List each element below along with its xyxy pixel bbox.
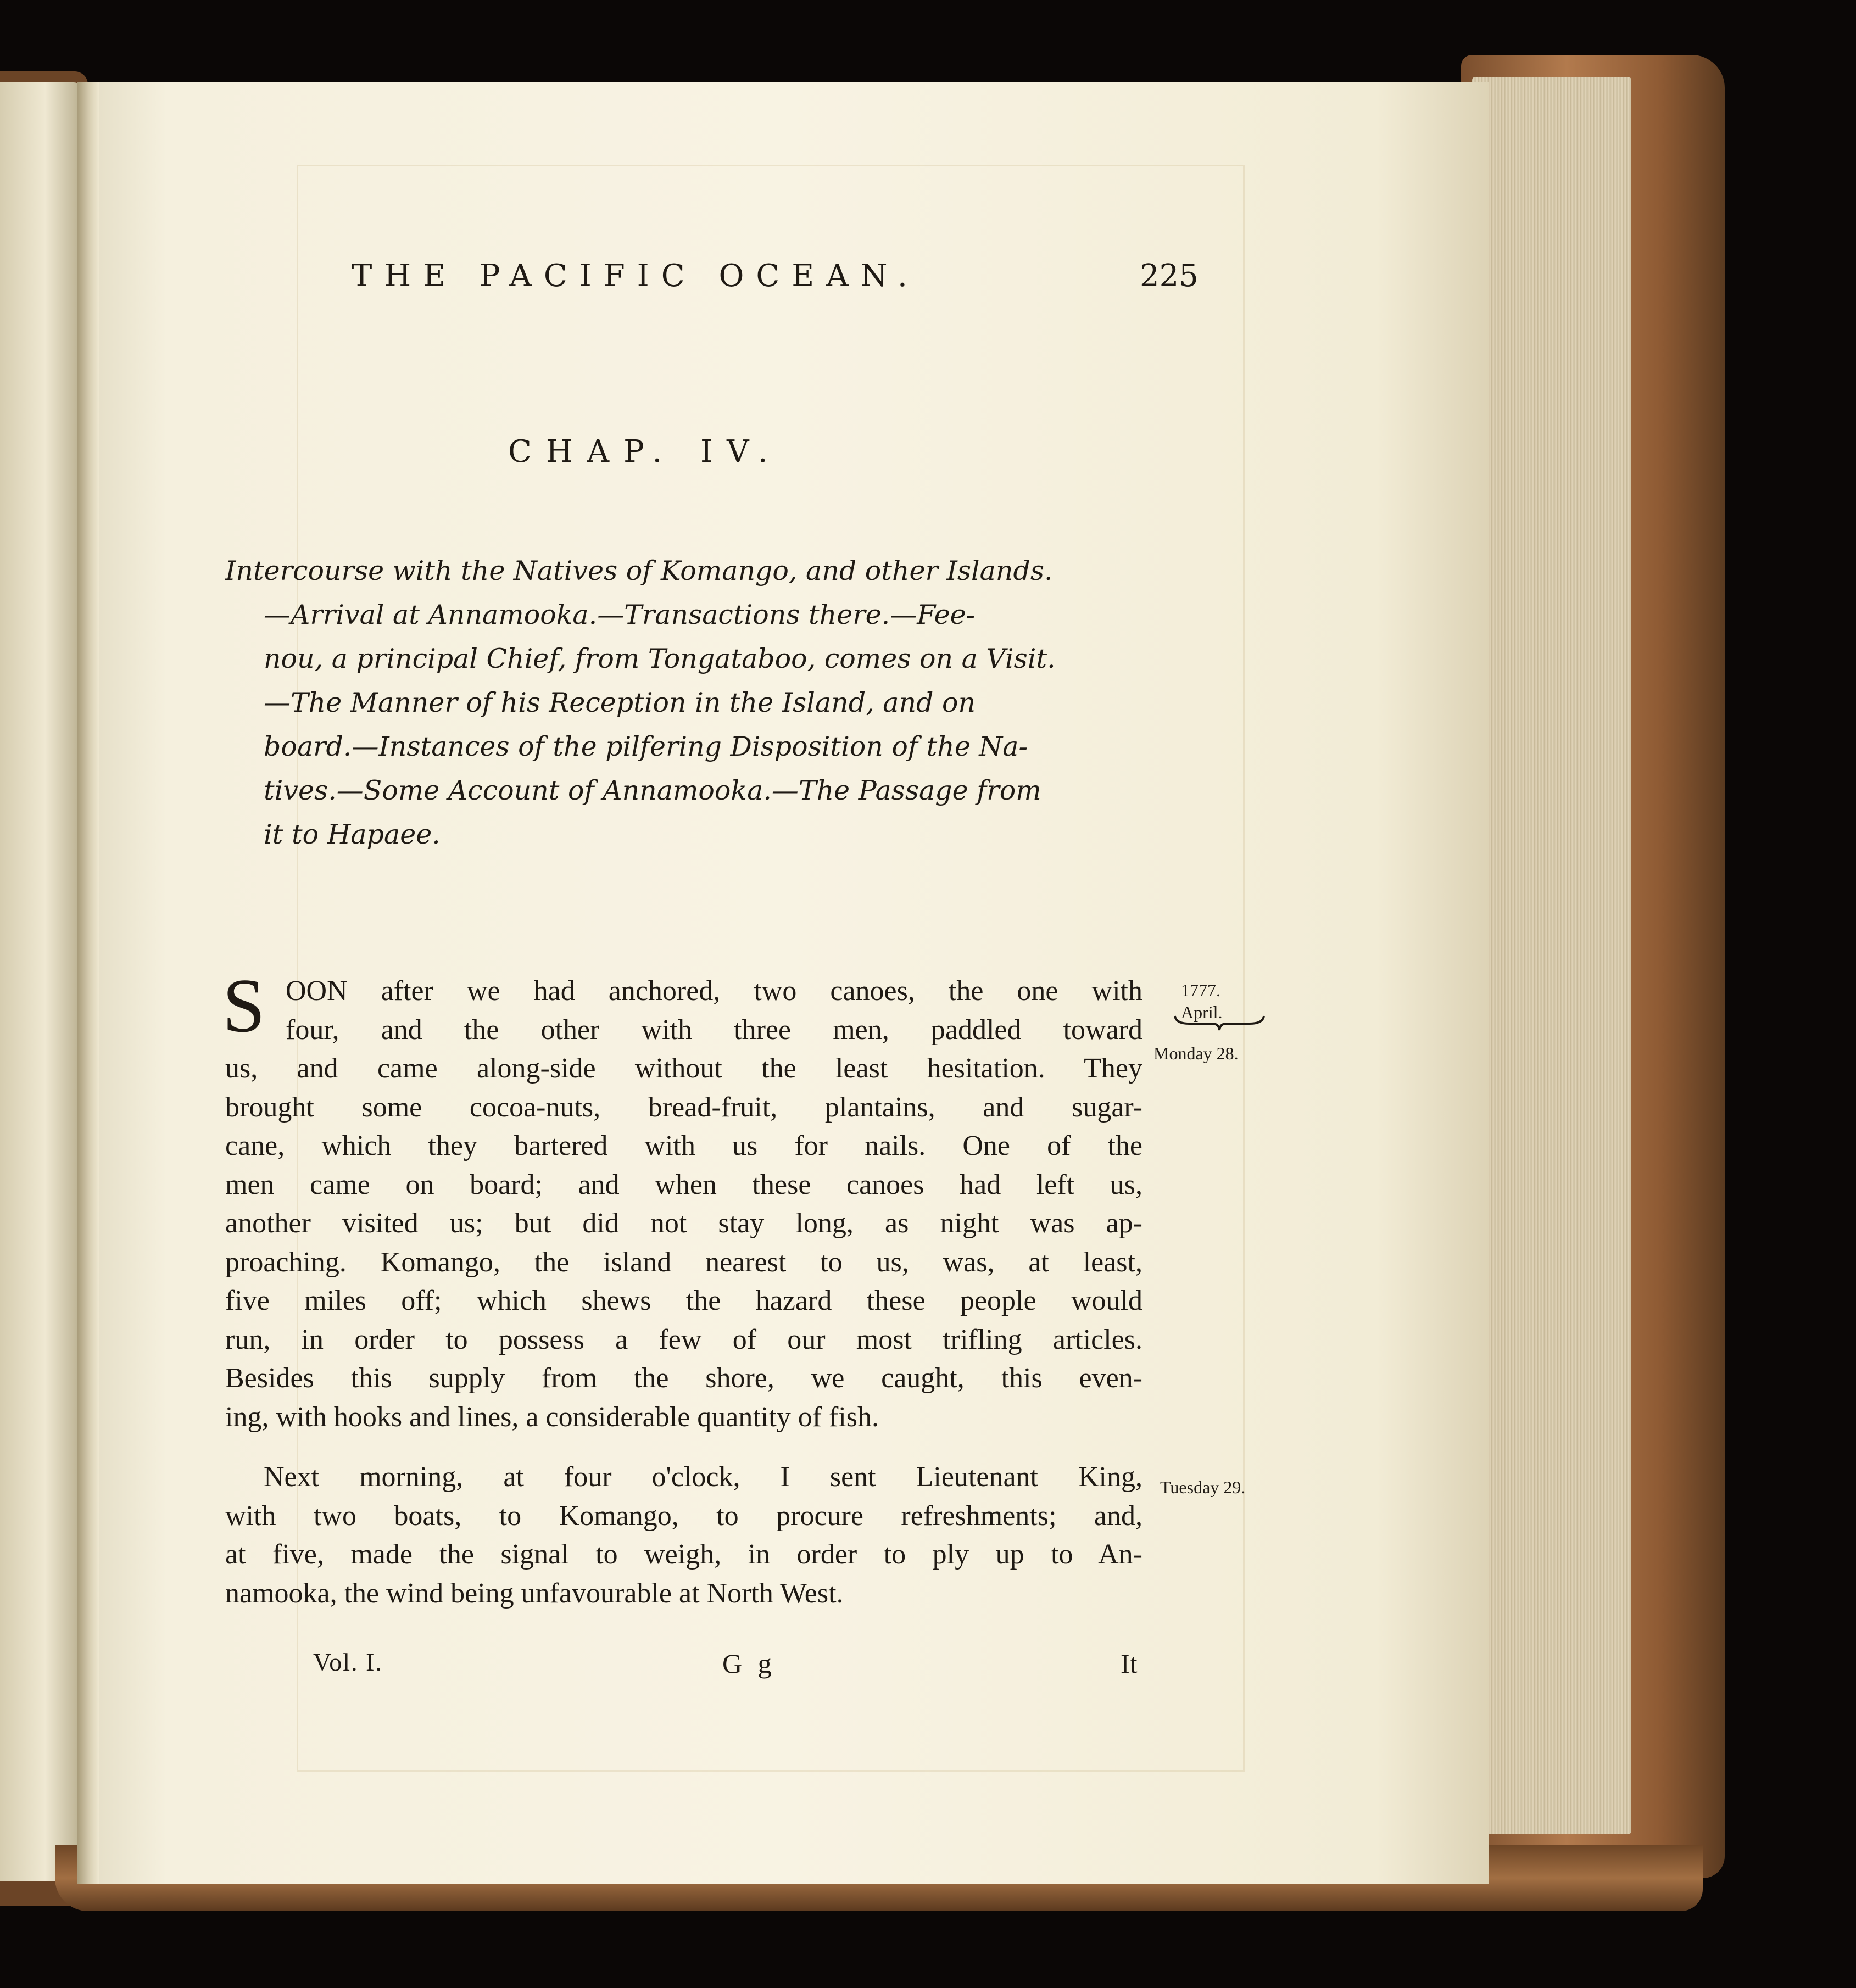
text-line: Next morning, at four o'clock, I sent Lieutenant King,	[264, 1461, 1142, 1493]
text-line: us, and came along-side without the least hesitation. They	[225, 1053, 1142, 1084]
footer-volume: Vol. I.	[313, 1648, 383, 1676]
footer-catchword: It	[1121, 1648, 1138, 1679]
chapter-summary	[225, 549, 1142, 857]
margin-note-month: April.	[1181, 1002, 1223, 1022]
margin-note-day: Tuesday 29.	[1160, 1477, 1246, 1497]
text-line: cane, which they bartered with us for nails. One of the	[225, 1130, 1142, 1161]
text-line: another visited us; but did not stay long, as night was ap-	[225, 1208, 1142, 1239]
text-line: Besides this supply from the shore, we caught, this even-	[225, 1362, 1142, 1394]
summary-line: board.—Instances of the pilfering Disposition of the Na-	[264, 731, 1028, 762]
margin-note-year: 1777.	[1181, 980, 1220, 1000]
summary-line: Intercourse with the Natives of Komango, and other Islands.	[225, 555, 1053, 587]
summary-line: tives.—Some Account of Annamooka.—The Passage from	[264, 775, 1041, 806]
text-line: ing, with hooks and lines, a considerable quantity of fish.	[225, 1401, 879, 1433]
summary-line: —Arrival at Annamooka.—Transactions there.—Fee-	[264, 599, 976, 630]
page-block-fore-edge	[1472, 77, 1631, 1834]
running-head: THE PACIFIC OCEAN.	[352, 258, 919, 294]
left-page-edge	[0, 82, 82, 1881]
summary-line: —The Manner of his Reception in the Island, and on	[264, 687, 976, 718]
text-line: brought some cocoa-nuts, bread-fruit, plantains, and sugar-	[225, 1091, 1142, 1123]
summary-line: it to Hapaee.	[264, 819, 441, 850]
footer-signature: G g	[722, 1648, 776, 1679]
text-line: proaching. Komango, the island nearest to us, was, at least,	[225, 1246, 1142, 1278]
text-line: men came on board; and when these canoes had left us,	[225, 1169, 1142, 1200]
margin-note-day: Monday 28.	[1153, 1043, 1239, 1063]
text-line: with two boats, to Komango, to procure refreshments; and,	[225, 1500, 1142, 1532]
text-line: five miles off; which shews the hazard these people would	[225, 1285, 1142, 1316]
text-line: run, in order to possess a few of our most trifling articles.	[225, 1324, 1142, 1355]
paragraph-2	[225, 1458, 1142, 1613]
text-line: four, and the other with three men, paddled toward	[286, 1014, 1142, 1046]
summary-line: nou, a principal Chief, from Tongataboo, comes on a Visit.	[264, 643, 1056, 674]
text-line: at five, made the signal to weigh, in order to ply up to An-	[225, 1539, 1142, 1570]
paragraph-1	[225, 972, 1142, 1437]
gutter	[77, 82, 99, 1884]
margin-brace-icon	[1173, 1012, 1266, 1034]
text-line: namooka, the wind being unfavourable at North West.	[225, 1577, 844, 1609]
chapter-title: CHAP. IV.	[508, 434, 782, 470]
page-number: 225	[1140, 258, 1199, 294]
drop-cap: S	[222, 963, 265, 1048]
text-line: OON after we had anchored, two canoes, the one with	[286, 975, 1142, 1007]
